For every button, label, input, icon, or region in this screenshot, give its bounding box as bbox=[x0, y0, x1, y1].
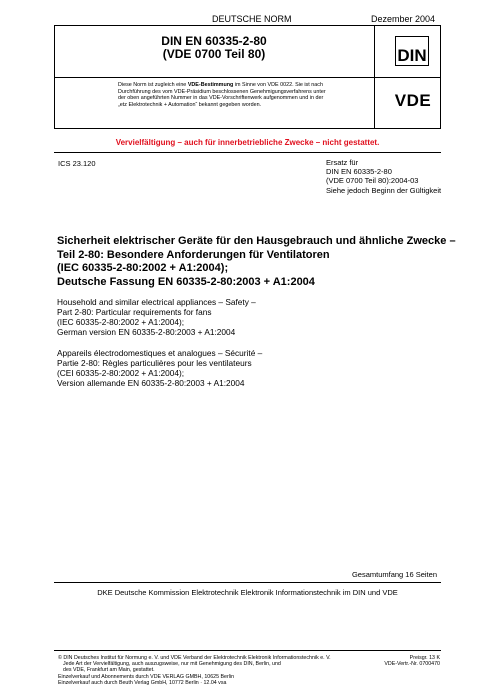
standard-number: DIN EN 60335-2-80 bbox=[161, 34, 267, 48]
footer-copyright: © DIN Deutsches Institut für Normung e. V. und VDE Verband der Elektrotechnik Elektronik Informationstechnik e. V. Jede Art der Vervielfältigung, auch auszugsweise, nur mit Genehmigung des DIN, Berlin, und des VDE, Frankfurt am Main, gestattet. Einzelverkauf und Abonnements durch VDE VERLAG GMBH, 10625 Berlin Einzelverkauf auch durch Beuth Verlag GmbH, 10772 Berlin · 12.04 vsa bbox=[58, 655, 331, 686]
header-box-row-divider bbox=[54, 77, 441, 78]
order-number: VDE-Vertr.-Nr. 0700470 bbox=[384, 661, 440, 668]
ics-code: ICS 23.120 bbox=[58, 159, 96, 168]
title-german: Sicherheit elektrischer Geräte für den Hausgebrauch und ähnliche Zwecke – Teil 2-80: Besondere Anforderungen für Ventilatoren (IEC 60335-2-80:2002 + A1:2004); Deutsche Fassung EN 60335-2-80:2003 + A1:2004 bbox=[57, 235, 456, 288]
standard-title bbox=[54, 35, 374, 61]
total-pages: Gesamtumfang 16 Seiten bbox=[351, 570, 437, 579]
footer-rule bbox=[54, 650, 441, 651]
vde-designation: (VDE 0700 Teil 80) bbox=[162, 47, 266, 61]
price-group: Preisgr. 13 K bbox=[409, 655, 440, 661]
din-logo-text: DIN bbox=[397, 46, 427, 65]
din-logo-icon bbox=[395, 36, 429, 66]
reproduction-warning: Vervielfältigung – auch für innerbetriebliche Zwecke – nicht gestattet. bbox=[115, 138, 380, 147]
title-french: Appareils électrodomestiques et analogues – Sécurité – Partie 2-80: Règles particulières pour les ventilateurs (CEI 60335-2-80:2002 + A1:2004); Version allemande EN 60335-2-80:2003 + A1:2004 bbox=[57, 348, 263, 388]
footer-price bbox=[384, 655, 440, 667]
replaces-block: Ersatz für DIN EN 60335-2-80 (VDE 0700 Teil 80):2004-03 Siehe jedoch Beginn der Gültigkeit bbox=[326, 158, 442, 195]
vde-note: Diese Norm ist zugleich eine VDE-Bestimmung im Sinne von VDE 0022. Sie ist nach Durchführung des vom VDE-Präsidium beschlossenen Genehmigungsverfahrens unter der oben angeführten Nummer in das VDE-Vorschriftenwerk aufgenommen und in der „etz Elektrotechnik + Automation“ bekannt gegeben worden. bbox=[118, 82, 326, 108]
standard-type: DEUTSCHE NORM bbox=[212, 14, 292, 24]
vde-logo: VDE bbox=[394, 91, 432, 110]
committee-rule bbox=[54, 582, 441, 583]
committee-name: DKE Deutsche Kommission Elektrotechnik Elektronik Informationstechnik im DIN und VDE bbox=[97, 588, 398, 597]
vde-note-bold: VDE-Bestimmung bbox=[187, 82, 234, 88]
warning-rule bbox=[54, 152, 441, 153]
title-english: Household and similar electrical appliances – Safety – Part 2-80: Particular requirements for fans (IEC 60335-2-80:2002 + A1:2004); German version EN 60335-2-80:2003 + A1:2004 bbox=[57, 297, 256, 337]
publication-date: Dezember 2004 bbox=[370, 14, 435, 24]
